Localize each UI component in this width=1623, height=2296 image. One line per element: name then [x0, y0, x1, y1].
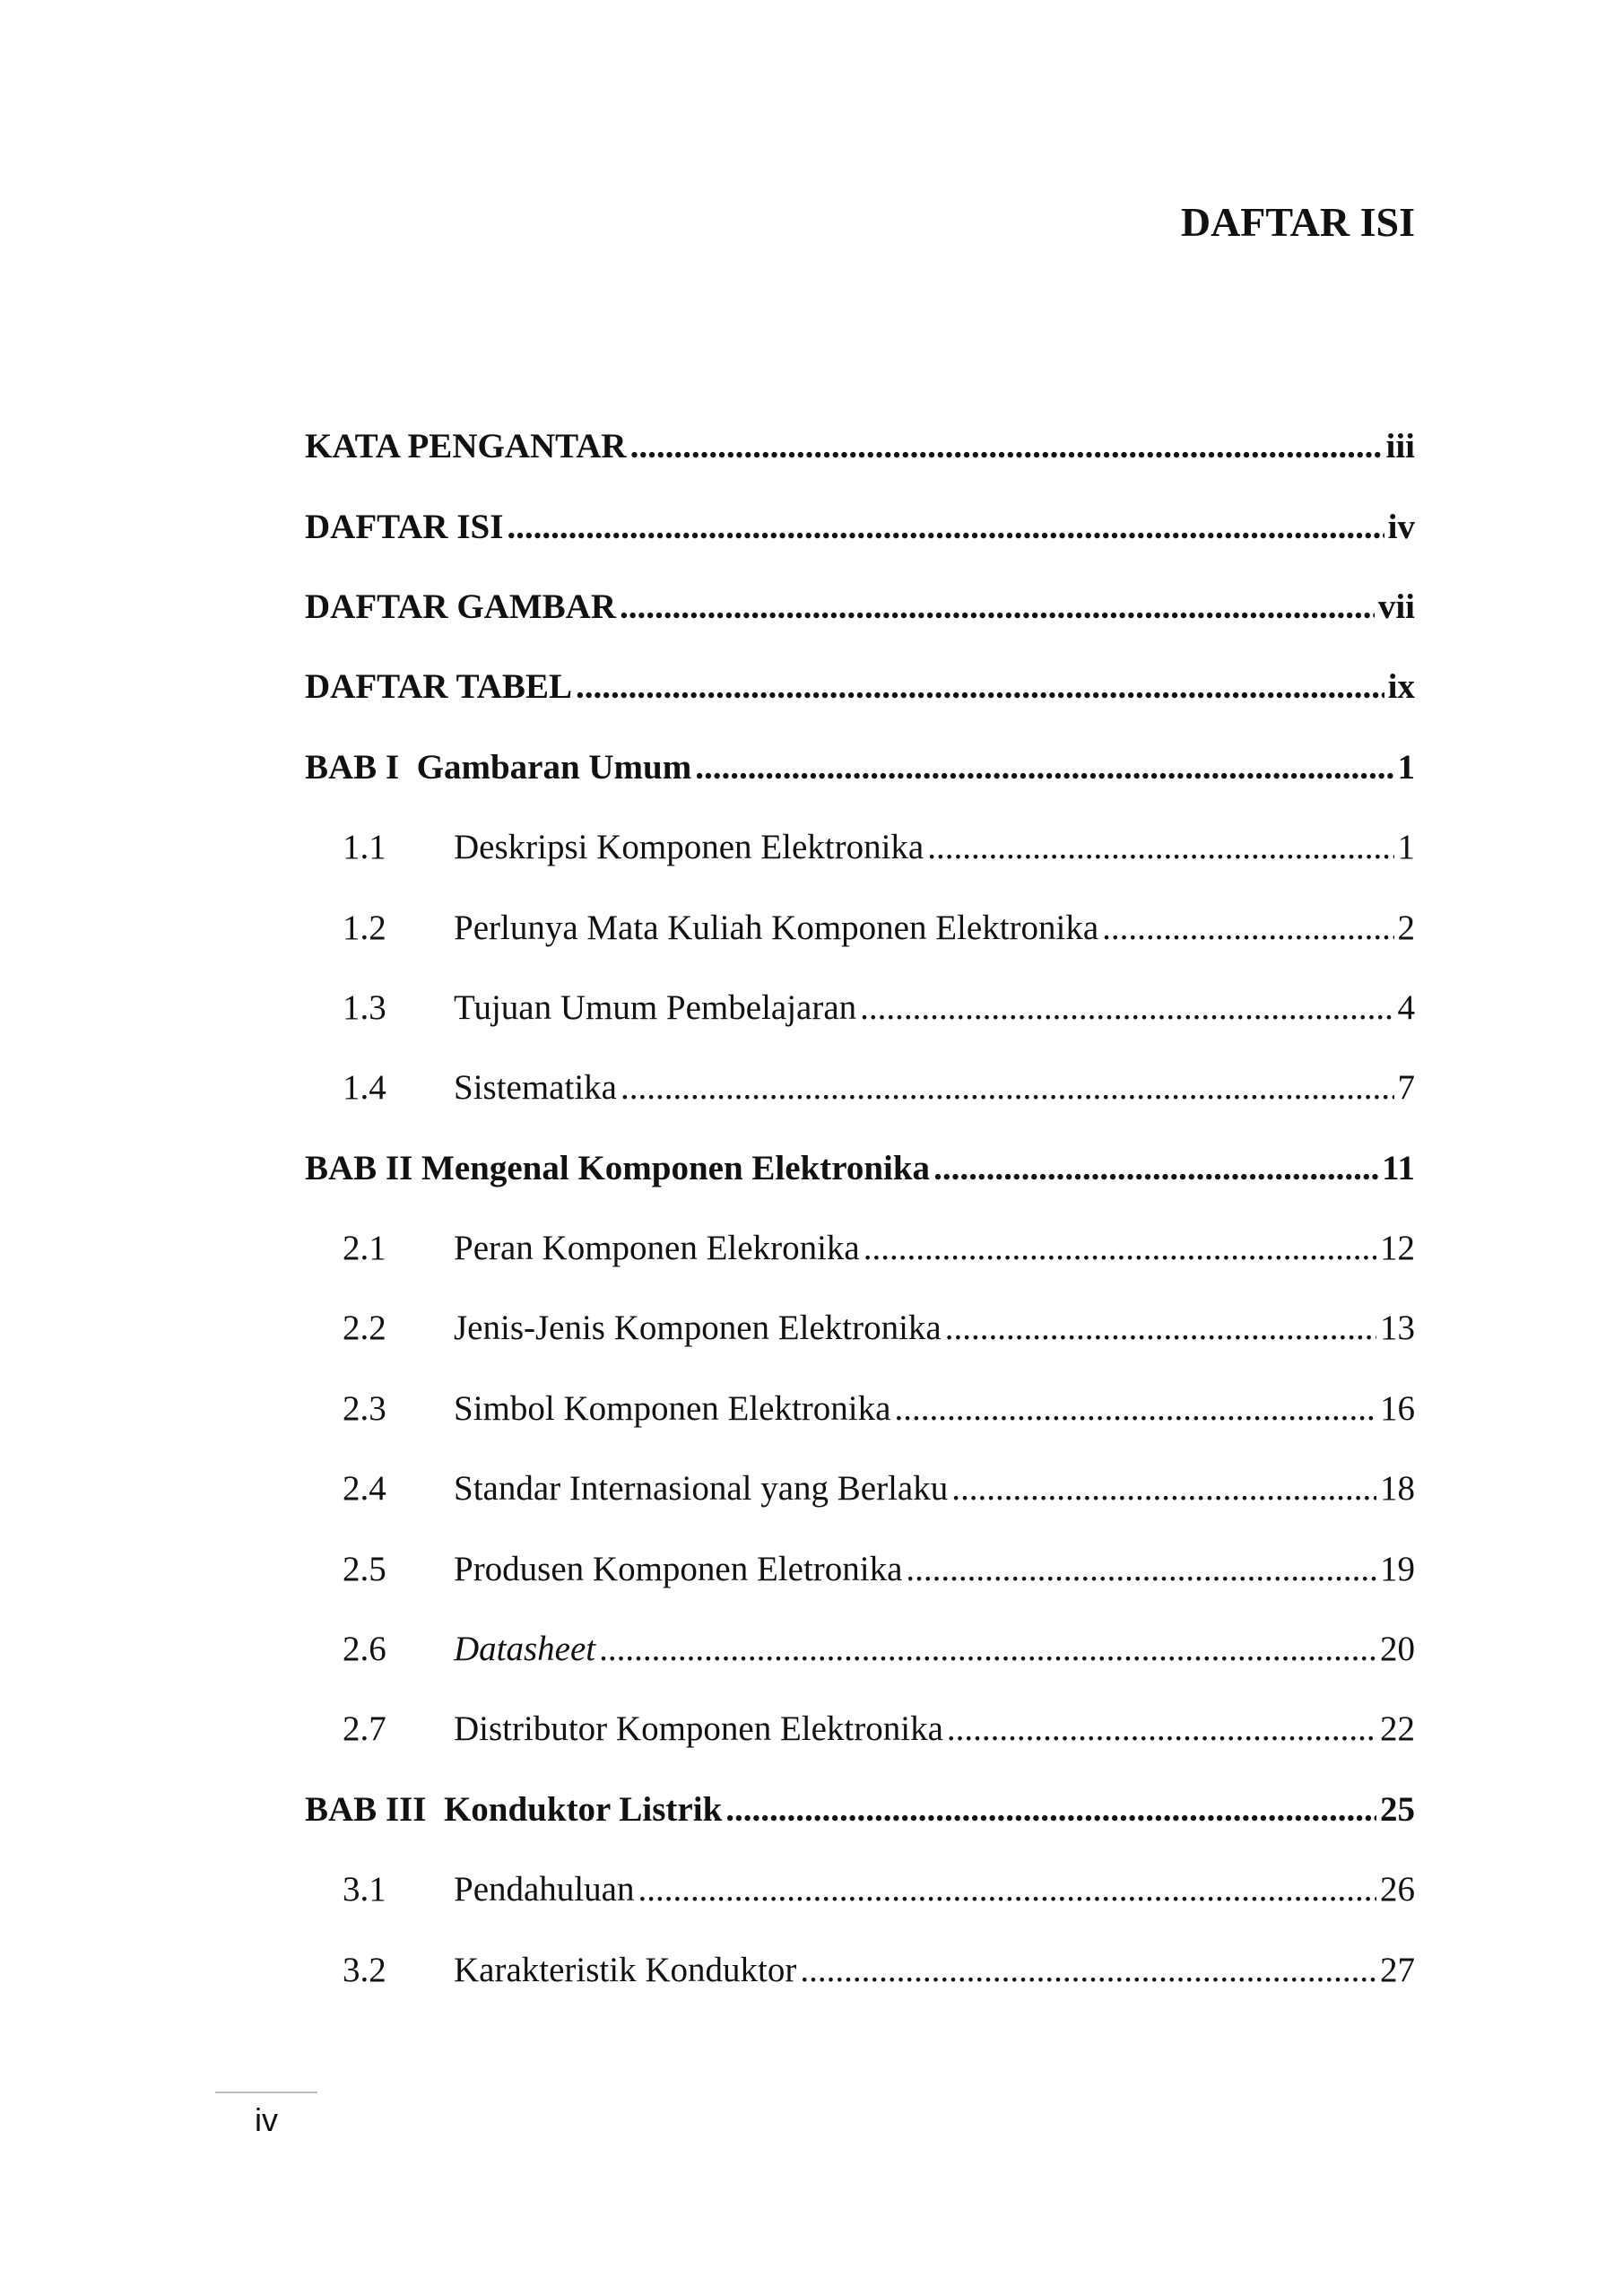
- toc-section-number: 1.2: [343, 908, 386, 947]
- toc-entry-section[interactable]: [305, 1288, 1415, 1368]
- toc-section-number: 2.6: [343, 1630, 386, 1669]
- toc-entry-page: 20: [1380, 1630, 1415, 1669]
- toc-section-number: 1.1: [343, 828, 386, 867]
- dot-leader: [576, 669, 1384, 704]
- toc-entry-section[interactable]: [305, 1369, 1415, 1448]
- toc-entry-bab-1[interactable]: [305, 727, 1415, 807]
- toc-entry-label: Peran Komponen Elekronika: [454, 1229, 860, 1268]
- dot-leader: [630, 429, 1383, 464]
- dot-leader: [933, 1151, 1378, 1186]
- toc-entry-label: Tujuan Umum Pembelajaran: [454, 987, 857, 1027]
- dot-leader: [864, 1231, 1376, 1265]
- toc-entry-section[interactable]: [305, 887, 1415, 967]
- dot-leader: [927, 830, 1393, 865]
- dot-leader: [621, 1070, 1394, 1105]
- toc-section-number: 2.1: [343, 1229, 386, 1268]
- toc-entry-label: Standar Internasional yang Berlaku: [454, 1469, 949, 1509]
- toc-entry-section[interactable]: [305, 1048, 1415, 1127]
- footer-page-number: iv: [255, 2101, 278, 2138]
- dot-leader: [1102, 910, 1393, 945]
- page-title: DAFTAR ISI: [1180, 199, 1415, 245]
- toc-entry-section[interactable]: [305, 1609, 1415, 1689]
- toc-entry-bab-2[interactable]: [305, 1128, 1415, 1208]
- toc-entry-daftar-isi[interactable]: [305, 486, 1415, 566]
- dot-leader: [894, 1391, 1376, 1426]
- toc-entry-page: 11: [1382, 1148, 1415, 1187]
- toc-entry-label: DAFTAR GAMBAR: [305, 587, 617, 626]
- toc-entry-section[interactable]: [305, 1849, 1415, 1929]
- toc-entry-page: 7: [1397, 1068, 1415, 1108]
- toc-entry-page: 18: [1380, 1469, 1415, 1509]
- toc-entry-daftar-gambar[interactable]: [305, 567, 1415, 647]
- toc-entry-daftar-tabel[interactable]: [305, 647, 1415, 726]
- toc-entry-label: BAB II Mengenal Komponen Elektronika: [305, 1148, 931, 1187]
- toc-entry-page: 19: [1380, 1549, 1415, 1588]
- toc-entry-label: Jenis-Jenis Komponen Elektronika: [454, 1309, 942, 1348]
- toc-entry-section[interactable]: [305, 807, 1415, 887]
- table-of-contents: [305, 406, 1415, 2010]
- toc-entry-label: BAB I Gambaran Umum: [305, 747, 692, 787]
- toc-entry-page: 12: [1380, 1229, 1415, 1268]
- dot-leader: [906, 1552, 1376, 1587]
- toc-entry-page: vii: [1377, 587, 1415, 626]
- toc-entry-page: 25: [1380, 1789, 1415, 1829]
- toc-entry-label: Sistematika: [454, 1068, 617, 1108]
- toc-entry-label: DAFTAR ISI: [305, 507, 504, 546]
- toc-entry-label: KATA PENGANTAR: [305, 427, 627, 466]
- toc-entry-section[interactable]: [305, 1528, 1415, 1608]
- toc-section-number: 2.3: [343, 1388, 386, 1428]
- toc-entry-label: Pendahuluan: [454, 1870, 635, 1909]
- toc-section-number: 3.2: [343, 1950, 386, 1989]
- dot-leader: [860, 990, 1393, 1025]
- dot-leader: [695, 750, 1393, 785]
- toc-entry-page: iii: [1385, 427, 1415, 466]
- toc-entry-page: 1: [1397, 828, 1415, 867]
- toc-entry-label: Produsen Komponen Eletronika: [454, 1549, 903, 1588]
- toc-entry-page: 22: [1380, 1709, 1415, 1749]
- toc-section-number: 2.5: [343, 1549, 386, 1588]
- toc-entry-page: 16: [1380, 1388, 1415, 1428]
- toc-section-number: 1.4: [343, 1068, 386, 1108]
- dot-leader: [945, 1310, 1376, 1345]
- toc-entry-label: Distributor Komponen Elektronika: [454, 1709, 943, 1749]
- toc-section-number: 1.3: [343, 987, 386, 1027]
- toc-entry-page: iv: [1387, 507, 1415, 546]
- toc-section-number: 2.7: [343, 1709, 386, 1749]
- dot-leader: [725, 1792, 1376, 1827]
- toc-entry-page: 2: [1397, 908, 1415, 947]
- toc-entry-page: 13: [1380, 1309, 1415, 1348]
- toc-section-number: 2.2: [343, 1309, 386, 1348]
- toc-entry-label: Deskripsi Komponen Elektronika: [454, 828, 924, 867]
- toc-entry-label: Datasheet: [454, 1630, 596, 1669]
- toc-entry-page: 4: [1397, 987, 1415, 1027]
- toc-entry-section[interactable]: [305, 1689, 1415, 1769]
- dot-leader: [620, 589, 1375, 624]
- toc-entry-label: BAB III Konduktor Listrik: [305, 1789, 723, 1829]
- toc-entry-section[interactable]: [305, 1929, 1415, 2009]
- toc-section-number: 3.1: [343, 1870, 386, 1909]
- toc-entry-bab-3[interactable]: [305, 1770, 1415, 1849]
- toc-entry-page: 26: [1380, 1870, 1415, 1909]
- dot-leader: [638, 1872, 1376, 1907]
- dot-leader: [800, 1952, 1376, 1987]
- toc-entry-label: Perlunya Mata Kuliah Komponen Elektronika: [454, 908, 1099, 947]
- footer-divider: [215, 2092, 317, 2093]
- toc-entry-page: 1: [1397, 747, 1415, 787]
- toc-entry-section[interactable]: [305, 1208, 1415, 1288]
- toc-entry-label: DAFTAR TABEL: [305, 667, 572, 707]
- dot-leader: [507, 509, 1384, 544]
- toc-section-number: 2.4: [343, 1469, 386, 1509]
- toc-entry-page: ix: [1387, 667, 1415, 707]
- toc-entry-page: 27: [1380, 1950, 1415, 1989]
- toc-entry-section[interactable]: [305, 968, 1415, 1048]
- dot-leader: [947, 1711, 1376, 1746]
- toc-entry-kata-pengantar[interactable]: [305, 406, 1415, 486]
- toc-entry-label: Simbol Komponen Elektronika: [454, 1388, 891, 1428]
- dot-leader: [951, 1471, 1376, 1506]
- toc-entry-section[interactable]: [305, 1448, 1415, 1528]
- dot-leader: [599, 1631, 1376, 1666]
- toc-entry-label: Karakteristik Konduktor: [454, 1950, 797, 1989]
